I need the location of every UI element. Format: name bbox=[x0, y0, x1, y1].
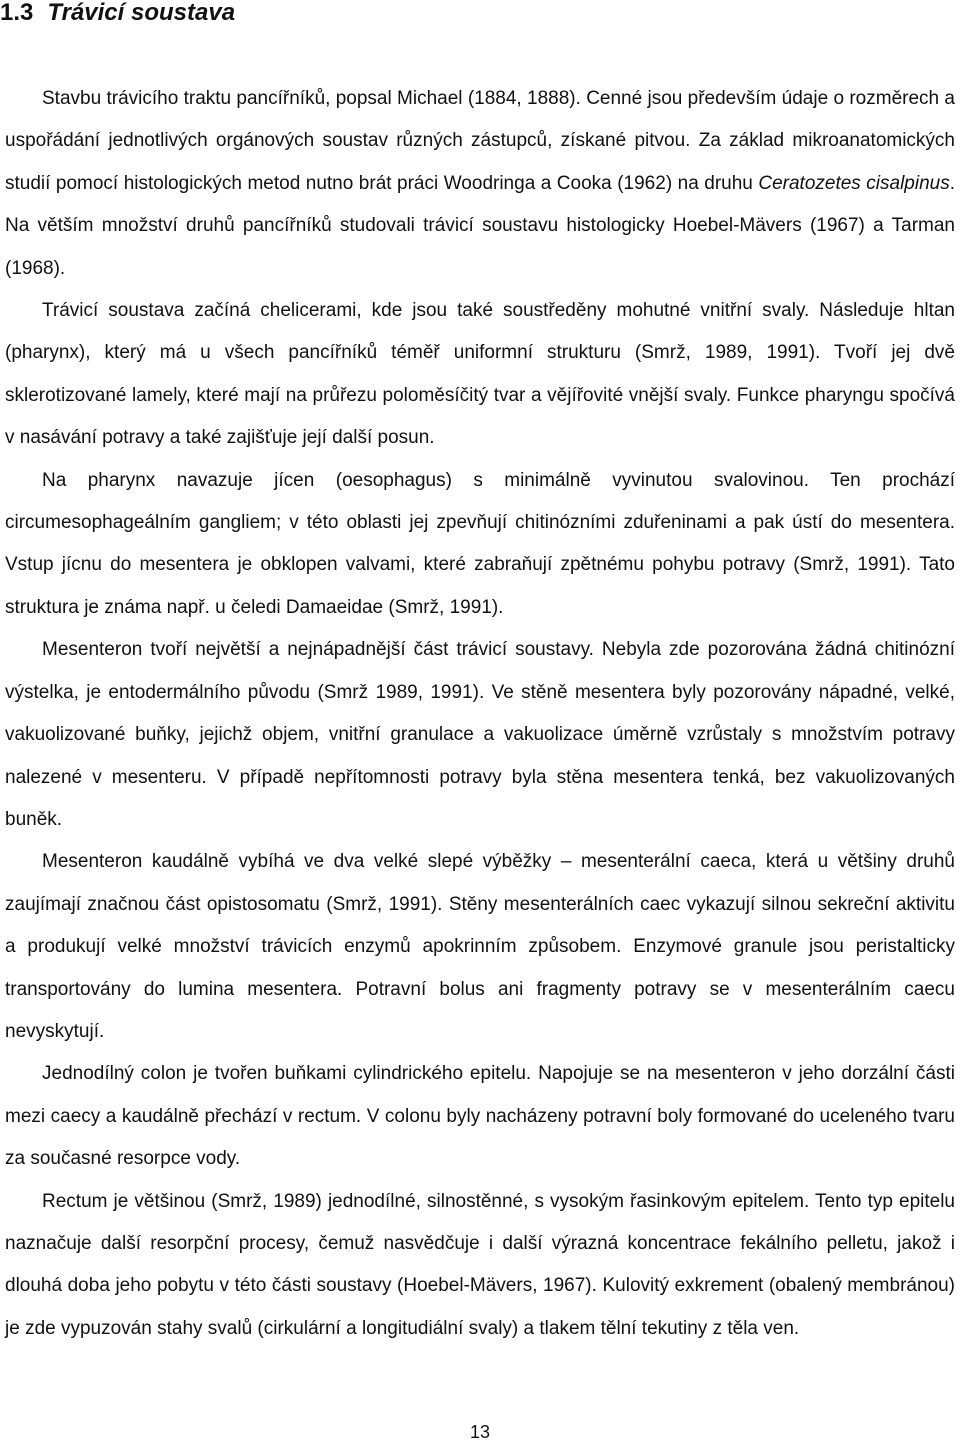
section-title: Trávicí soustava bbox=[47, 0, 236, 26]
paragraph-5: Mesenteron kaudálně vybíhá ve dva velké slepé výběžky – mesenterální caeca, která u většiny druhů zaujímají značnou část opistosomatu (Smrž, 1991). Stěny mesenterálních caec vykazují silnou sekreční aktivitu a produkují velké množství trávicích enzymů apokrinním způsobem. Enzymové granule jsou peristalticky transportovány do lumina mesentera. Potravní bolus ani fragmenty potravy se v mesenterálním caecu nevyskytují. bbox=[5, 851, 955, 1042]
paragraph-1 bbox=[5, 78, 955, 290]
paragraph-3: Na pharynx navazuje jícen (oesophagus) s minimálně vyvinutou svalovinou. Ten prochází circumesophageálním gangliem; v této oblasti jej zpevňují chitinózními zduřeninami a pak ústí do mesentera. Vstup jícnu do mesentera je obklopen valvami, které zabraňují zpětnému pohybu potravy (Smrž, 1991). Tato struktura je známa např. u čeledi Damaeidae (Smrž, 1991). bbox=[5, 469, 955, 618]
paragraph-6: Jednodílný colon je tvořen buňkami cylindrického epitelu. Napojuje se na mesenteron v jeho dorzální části mezi caecy a kaudálně přechází v rectum. V colonu byly nacházeny potravní boly formované do uceleného tvaru za současné resorpce vody. bbox=[5, 1063, 955, 1170]
section-number: 1.3 bbox=[0, 0, 34, 26]
page-number: 13 bbox=[469, 1422, 491, 1442]
paragraph-7: Rectum je většinou (Smrž, 1989) jednodílné, silnostěnné, s vysokým řasinkovým epitelem. Tento typ epitelu naznačuje další resorpční procesy, čemuž nasvědčuje i další výrazná koncentrace fekálního pelletu, jakož i dlouhá doba jeho pobytu v této části soustavy (Hoebel-Mävers, 1967). Kulovitý exkrement (obalený membránou) je zde vypuzován stahy svalů (cirkulární a longitudiální svaly) a tlakem tělní tekutiny z těla ven. bbox=[5, 1190, 955, 1339]
section-heading bbox=[0, 0, 235, 28]
paragraph-4: Mesenteron tvoří největší a nejnápadnější část trávicí soustavy. Nebyla zde pozorována žádná chitinózní výstelka, je entodermálního původu (Smrž 1989, 1991). Ve stěně mesentera byly pozorovány nápadné, velké, vakuolizované buňky, jejichž objem, vnitřní granulace a vakuolizace úměrně vzrůstaly s množstvím potravy nalezené v mesenteru. V případě nepřítomnosti potravy byla stěna mesentera tenká, bez vakuolizovaných buněk. bbox=[5, 639, 955, 830]
species-name: Ceratozetes cisalpinus bbox=[758, 172, 950, 194]
paragraph-1-text-b: . Na větším množství druhů pancířníků studovali trávicí soustavu histologicky Hoebel-Mävers (1967) a Tarman (1968). bbox=[5, 172, 956, 279]
paragraph-2: Trávicí soustava začíná chelicerami, kde jsou také soustředěny mohutné vnitřní svaly. Následuje hltan (pharynx), který má u všech pancířníků téměř uniformní strukturu (Smrž, 1989, 1991). Tvoří jej dvě sklerotizované lamely, které mají na průřezu poloměsíčitý tvar a vějířovité vnější svaly. Funkce pharyngu spočívá v nasávání potravy a také zajišťuje její další posun. bbox=[5, 300, 955, 449]
paragraph-1-text-a: Stavbu trávicího traktu pancířníků, popsal Michael (1884, 1888). Cenné jsou především údaje o rozměrech a uspořádání jednotlivých orgánových soustav různých zástupců, získané pitvou. Za základ mikroanatomických studií pomocí histologických metod nutno brát práci Woodringa a Cooka (1962) na druhu bbox=[5, 88, 955, 194]
body-text bbox=[5, 78, 955, 1350]
